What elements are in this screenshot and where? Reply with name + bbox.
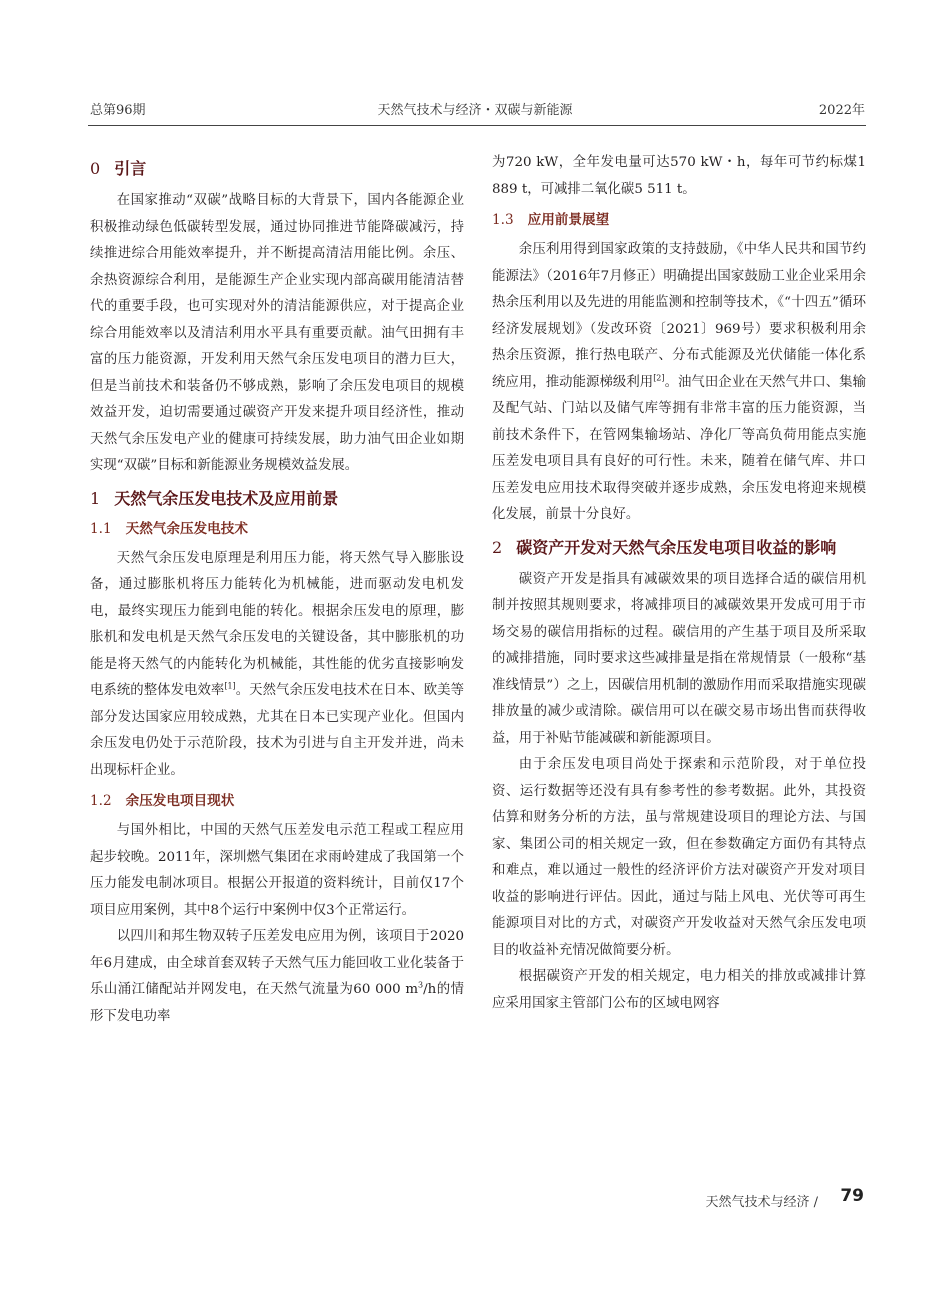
header-issue: 总第96期: [90, 103, 146, 118]
header-year: 2022年: [818, 103, 865, 118]
left-column: [90, 150, 464, 1030]
section-1-1-heading: 1.1 天然气余压发电技术: [90, 520, 248, 537]
status-paragraph-2-continued: 为720 kW，全年发电量可达570 kW・h，每年可节约标煤1 889 t，可减排二氧化碳5 511 t。: [492, 155, 866, 197]
citation-2: [2]: [653, 373, 665, 383]
section-2-heading: 2 碳资产开发对天然气余压发电项目收益的影响: [492, 537, 837, 557]
section-1-2-heading: 1.2 余压发电项目现状: [90, 793, 235, 809]
section-1-heading: 1 天然气余压发电技术及应用前景: [90, 488, 339, 508]
section-0-heading: 0 引言: [90, 159, 147, 178]
outlook-paragraph: 余压利用得到国家政策的支持鼓励，《中华人民共和国节约能源法》（2016年7月修正）明确提出国家鼓励工业企业采用余热余压利用以及先进的用能监测和控制等技术，《“十四五”循环经济发展规划》（发改环资〔2021〕969号）要求积极利用余热余压资源，推行热电联产、分布式能源及光伏储能一体化系统应用，推动能源梯级利用[2]。油气田企业在天然气井口、集输及配气站、门站以及储气库等拥有非常丰富的压力能资源，当前技术条件下，在管网集输场站、净化厂等高负荷用能点实施压差发电项目具有良好的可行性。未来，随着在储气库、井口压差发电应用技术取得突破并逐步成熟，余压发电将迎来规模化发展，前景十分良好。: [492, 242, 867, 522]
status-paragraph-1: 与国外相比，中国的天然气压差发电示范工程或工程应用起步较晚。2011年，深圳燃气集团在求雨岭建成了我国第一个压力能发电制冰项目。根据公开报道的资料统计，目前仅17个项目应用案例，其中8个运行中案例中仅3个正常运行。: [90, 823, 464, 918]
carbon-paragraph-3: 根据碳资产开发的相关规定，电力相关的排放或减排计算应采用国家主管部门公布的区域电网容: [492, 969, 866, 1011]
footer-journal-name: 天然气技术与经济 /: [705, 1195, 818, 1210]
section-1-3-heading: 1.3 应用前景展望: [492, 212, 610, 228]
status-paragraph-2: 以四川和邦生物双转子压差发电应用为例，该项目于2020年6月建成，由全球首套双转子天然气压力能回收工业化装备于乐山涌江储配站并网发电，在天然气流量为60 000 $m^3/h$的情形下发电功率: [90, 929, 464, 1024]
tech-paragraph: 天然气余压发电原理是利用压力能，将天然气导入膨胀设备，通过膨胀机将压力能转化为机械能，进而驱动发电机发电，最终实现压力能到电能的转化。根据余压发电的原理，膨胀机和发电机是天然气余压发电的关键设备，其中膨胀机的功能是将天然气的内能转化为机械能，其性能的优劣直接影响发电系统的整体发电效率[1]。天然气余压发电技术在日本、欧美等部分发达国家应用较成熟，尤其在日本已实现产业化。但国内余压发电仍处于示范阶段，技术为引进与自主开发并进，尚未出现标杆企业。: [90, 550, 465, 778]
header-rule: [88, 125, 866, 126]
right-column: [492, 150, 866, 1017]
intro-paragraph: 在国家推动“双碳”战略目标的大背景下，国内各能源企业积极推动绿色低碳转型发展，通过协同推进节能降碳减污，持续推进综合用能效率提升，并不断提高清洁用能比例。余压、余热资源综合利用，是能源生产企业实现内部高碳用能清洁替代的重要手段，也可实现对外的清洁能源供应，对于提高企业综合用能效率以及清洁利用水平具有重要贡献。油气田拥有丰富的压力能资源，开发利用天然气余压发电项目的潜力巨大，但是当前技术和装备仍不够成熟，影响了余压发电项目的规模效益开发，迫切需要通过碳资产开发来提升项目经济性，推动天然气余压发电产业的健康可持续发展，助力油气田企业如期实现“双碳”目标和新能源业务规模效益发展。: [90, 193, 464, 473]
page-number: 79: [840, 1186, 864, 1206]
carbon-paragraph-2: 由于余压发电项目尚处于探索和示范阶段，对于单位投资、运行数据等还没有具有参考性的参考数据。此外，其投资估算和财务分析的方法，虽与常规建设项目的理论方法、与国家、集团公司的相关规定一致，但在参数确定方面仍有其特点和难点，难以通过一般性的经济评价方法对碳资产开发对项目收益的影响进行评估。因此，通过与陆上风电、光伏等可再生能源项目对比的方式，对碳资产开发收益对天然气余压发电项目的收益补充情况做简要分析。: [492, 757, 866, 958]
carbon-paragraph-1: 碳资产开发是指具有减碳效果的项目选择合适的碳信用机制并按照其规则要求，将减排项目的减碳效果开发成可用于市场交易的碳信用指标的过程。碳信用的产生基于项目及所采取的减排措施，同时要求这些减排量是指在常规情景（一般称“基准线情景”）之上，因碳信用机制的激励作用而采取措施实现碳排放量的减少或清除。碳信用可以在碳交易市场出售而获得收益，用于补贴节能减碳和新能源项目。: [492, 571, 866, 746]
header-journal-title: 天然气技术与经济・双碳与新能源: [377, 103, 573, 118]
citation-1: [1]: [224, 681, 236, 691]
